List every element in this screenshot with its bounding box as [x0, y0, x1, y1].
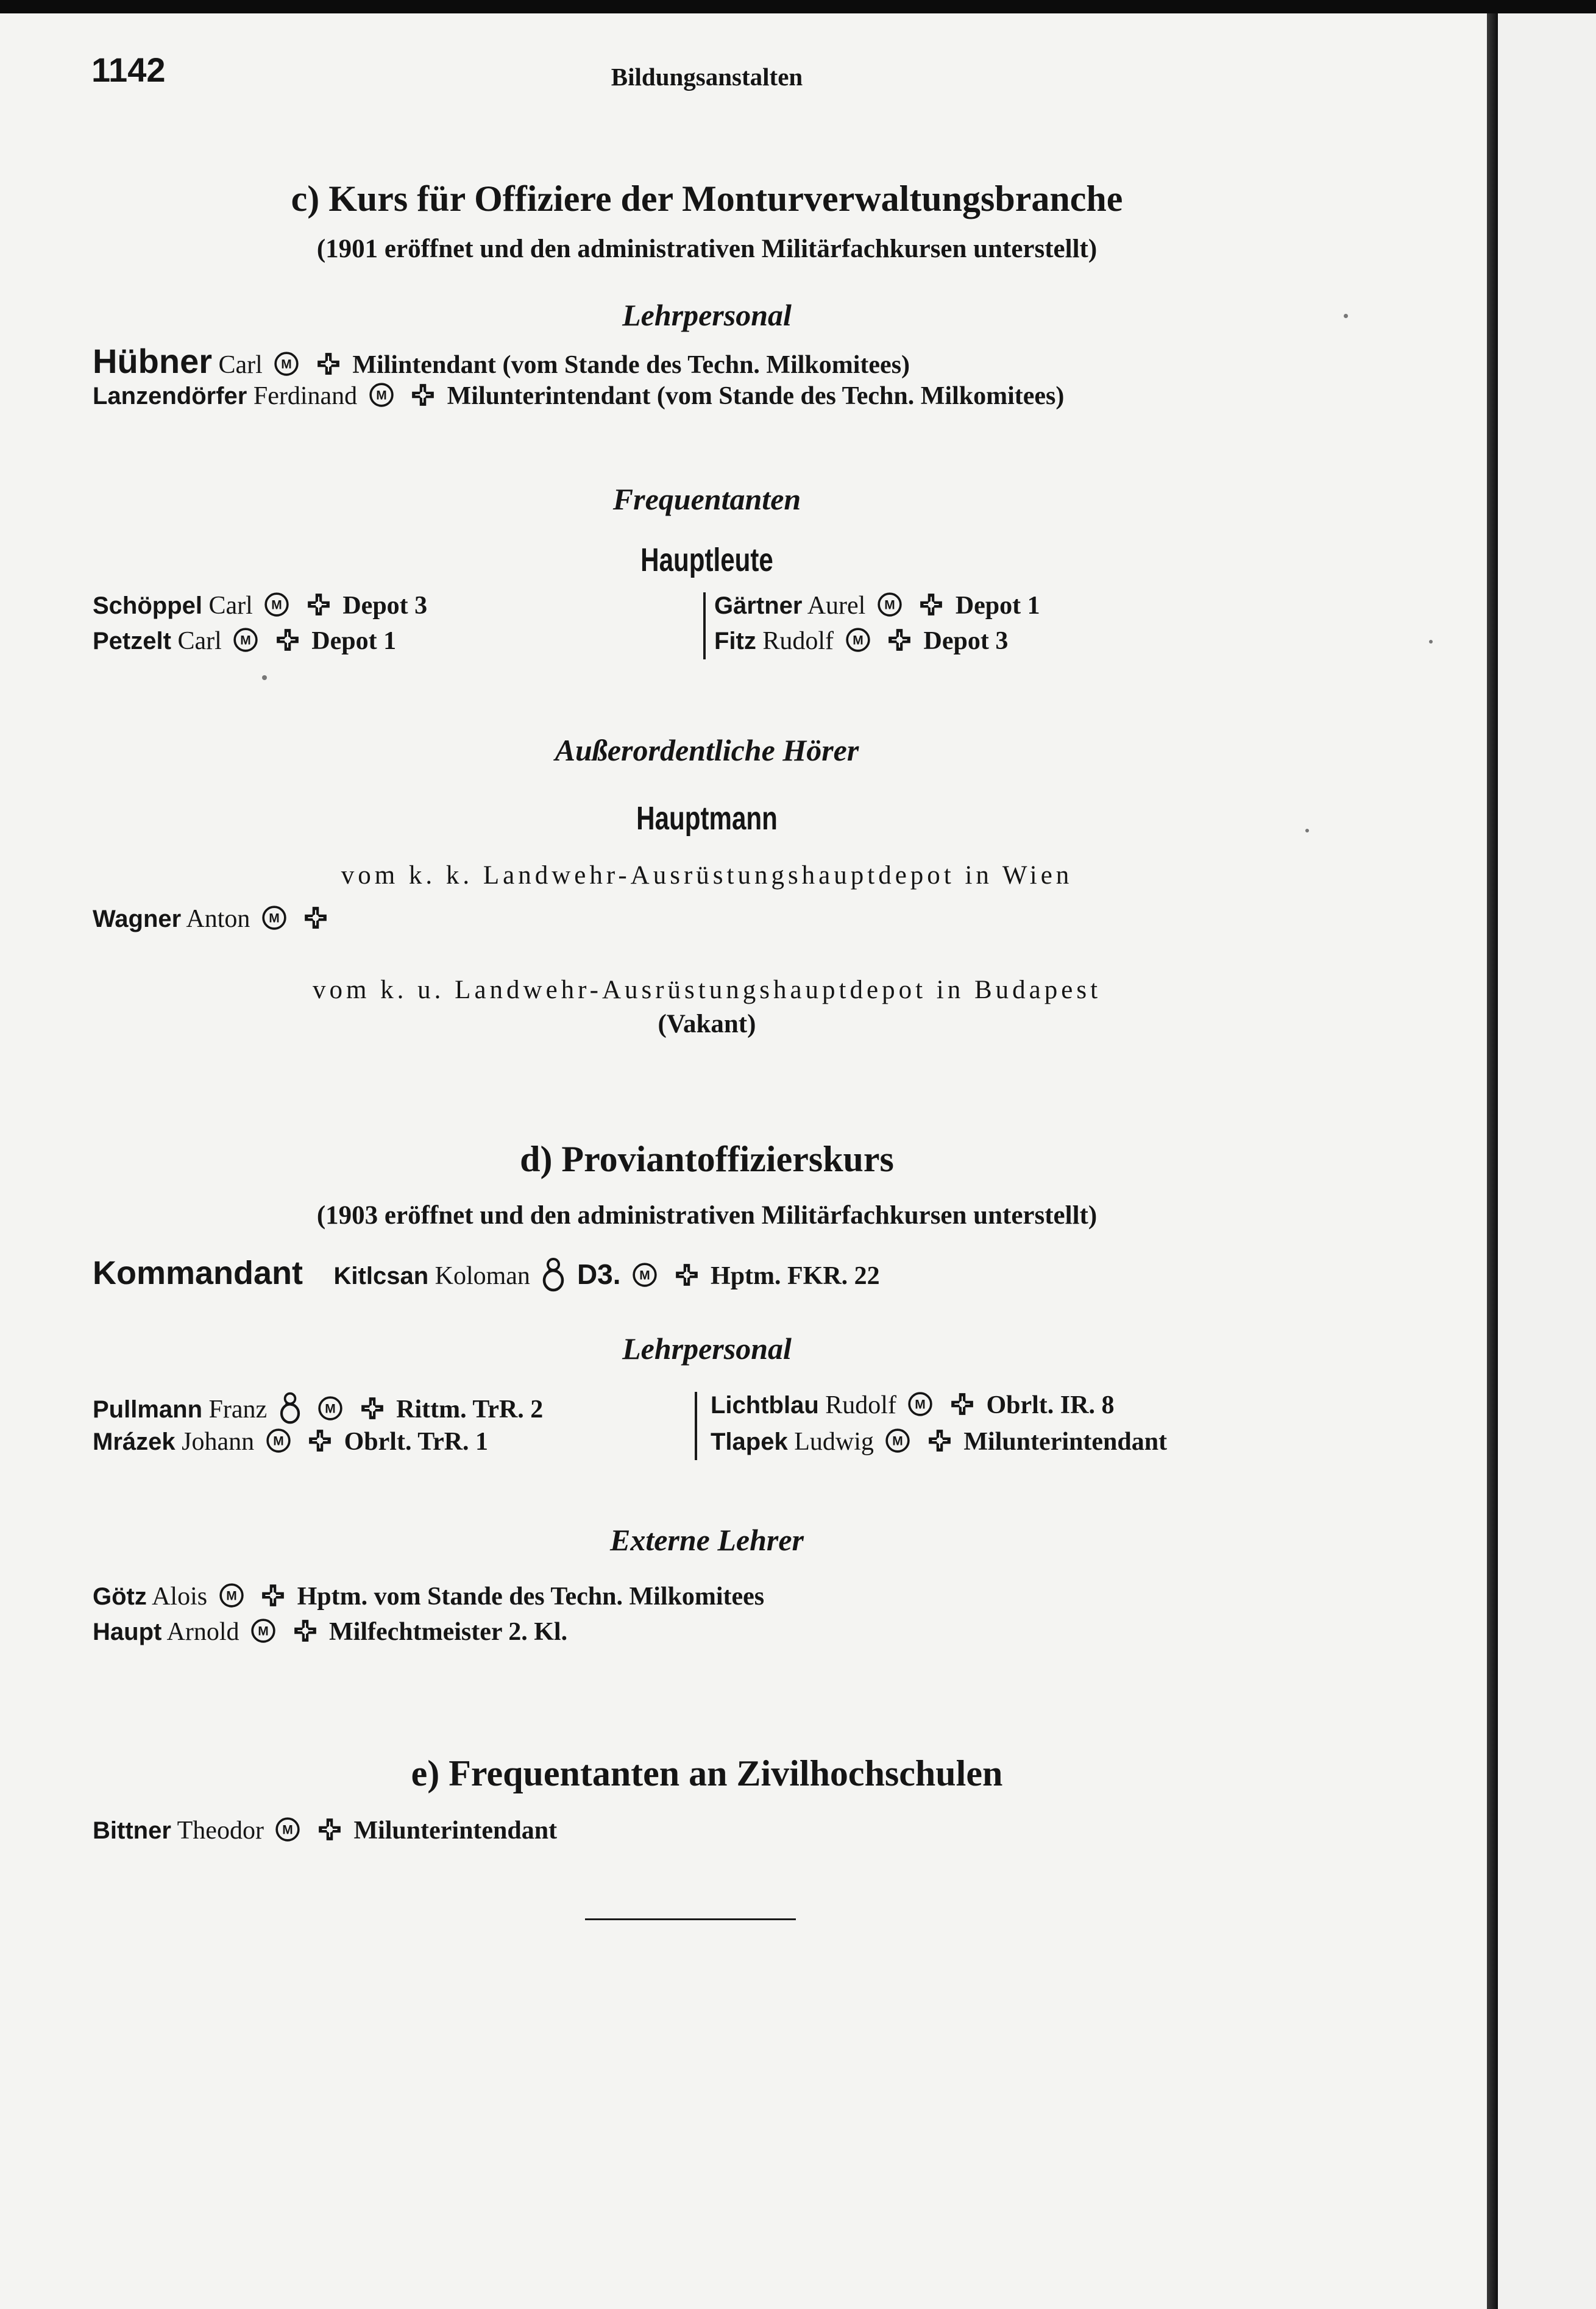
description: Obrlt. IR. 8: [986, 1391, 1115, 1419]
column-divider: [695, 1392, 697, 1460]
description: Depot 3: [342, 592, 428, 620]
medal-m-icon: [275, 1817, 300, 1842]
surname: Gärtner: [714, 592, 803, 619]
medal-m-icon: [632, 1262, 658, 1288]
cross-icon: [360, 1396, 385, 1421]
medal-m-icon: [317, 1396, 343, 1421]
surname: Schöppel: [93, 592, 203, 619]
page-gutter: [1487, 13, 1498, 2309]
medal-m-icon: [261, 905, 287, 931]
medal-m-icon: [266, 1428, 291, 1453]
description: Obrlt. TrR. 1: [344, 1428, 489, 1456]
entry-huebner: [93, 341, 910, 381]
surname: Fitz: [714, 628, 756, 654]
cross-icon: [317, 1817, 342, 1842]
entry-schoeppel: [93, 591, 427, 620]
cross-icon: [303, 905, 328, 931]
surname: Pullmann: [93, 1396, 203, 1423]
medal-m-icon: [274, 351, 299, 377]
ao-hoerer-heading: Außerordentliche Hörer: [555, 733, 859, 767]
knot-icon: [541, 1256, 566, 1293]
column-divider: [703, 592, 706, 659]
given-name: Arnold: [166, 1618, 239, 1646]
surname: Haupt: [93, 1619, 162, 1645]
entry-bittner: [93, 1816, 557, 1845]
section-e-title: e) Frequentanten an Zivilhochschulen: [411, 1753, 1003, 1793]
surname: Götz: [93, 1583, 147, 1610]
adjacent-page-edge: [1498, 13, 1596, 2309]
given-name: Aurel: [807, 592, 866, 620]
section-c-title: c) Kurs für Offiziere der Monturverwaltungsbranche: [291, 179, 1123, 219]
cross-icon: [887, 627, 912, 653]
kommandant-row: [93, 1254, 880, 1293]
entry-fitz: [714, 626, 1008, 656]
given-name: Carl: [208, 592, 253, 620]
hauptleute-heading: Hauptleute: [640, 542, 773, 578]
entry-wagner: [93, 904, 333, 934]
given-name: Anton: [186, 905, 250, 933]
medal-m-icon: [264, 592, 289, 617]
given-name: Ferdinand: [253, 382, 358, 410]
description: Milunterintendant: [963, 1428, 1168, 1456]
given-name: Johann: [182, 1428, 255, 1456]
description: Rittm. TrR. 2: [396, 1396, 544, 1424]
entry-mrazek: [93, 1427, 488, 1456]
entry-tlapek: [711, 1427, 1167, 1456]
section-d-title: d) Proviantoffizierskurs: [520, 1139, 894, 1179]
medal-m-icon: [885, 1428, 910, 1453]
surname: Lichtblau: [711, 1392, 819, 1419]
given-name: Carl: [177, 627, 222, 655]
section-c-lehrpersonal-heading: Lehrpersonal: [622, 298, 792, 332]
scan-speck: [1429, 640, 1433, 644]
description: Depot 3: [923, 627, 1009, 655]
given-name: Theodor: [177, 1817, 264, 1845]
entry-petzelt: [93, 626, 396, 656]
given-name: Rudolf: [825, 1391, 896, 1419]
entry-lichtblau: [711, 1391, 1114, 1420]
cross-icon: [307, 1428, 333, 1453]
medal-m-icon: [219, 1583, 244, 1608]
given-name: Rudolf: [762, 627, 834, 655]
surname: Hübner: [93, 342, 212, 380]
description: Milfechtmeister 2. Kl.: [329, 1618, 568, 1646]
surname: Tlapek: [711, 1428, 788, 1455]
knot-icon: [278, 1391, 302, 1425]
medal-m-icon: [250, 1618, 276, 1644]
vakant-label: (Vakant): [658, 1010, 756, 1038]
budapest-depot-line: vom k. u. Landwehr-Ausrüstungshauptdepot in Budapest: [312, 976, 1102, 1004]
surname: Lanzendörfer: [93, 383, 247, 410]
given-name: Ludwig: [794, 1428, 874, 1456]
cross-icon: [316, 351, 341, 377]
surname: Petzelt: [93, 628, 171, 654]
surname: Wagner: [93, 906, 182, 932]
description: Depot 1: [955, 592, 1040, 620]
section-c-frequentanten-heading: Frequentanten: [612, 482, 801, 516]
description: Milintendant (vom Stande des Techn. Milkomitees): [352, 351, 910, 379]
page-number: 1142: [91, 51, 166, 89]
given-name: Carl: [218, 351, 263, 379]
cross-icon: [260, 1583, 286, 1608]
surname: Mrázek: [93, 1428, 176, 1455]
medal-m-icon: [369, 382, 394, 408]
section-c-note: (1901 eröffnet und den administrativen Militärfachkursen unterstellt): [316, 235, 1098, 263]
medal-m-icon: [907, 1391, 933, 1417]
section-d-note: (1903 eröffnet und den administrativen Militärfachkursen unterstellt): [316, 1201, 1098, 1230]
description: Milunterintendant (vom Stande des Techn. Milkomitees): [447, 382, 1065, 410]
medal-m-icon: [877, 592, 903, 617]
section-d-lehrpersonal-heading: Lehrpersonal: [622, 1332, 792, 1366]
description: Milunterintendant: [353, 1817, 558, 1845]
kommandant-label: Kommandant: [93, 1255, 303, 1291]
entry-gaertner: [714, 591, 1040, 620]
medal-m-icon: [845, 627, 871, 653]
cross-icon: [949, 1391, 975, 1417]
entry-lanzendoerfer: [93, 381, 1064, 411]
cross-icon: [674, 1262, 700, 1288]
cross-icon: [275, 627, 300, 653]
hauptmann-heading: Hauptmann: [636, 800, 778, 837]
externe-lehrer-heading: Externe Lehrer: [609, 1523, 804, 1557]
cross-icon: [927, 1428, 952, 1453]
medal-m-icon: [233, 627, 258, 653]
entry-goetz: [93, 1582, 764, 1611]
given-name: Alois: [152, 1583, 208, 1611]
d3-label: D3.: [576, 1258, 621, 1290]
wien-depot-line: vom k. k. Landwehr-Ausrüstungshauptdepot in Wien: [341, 861, 1073, 890]
scan-speck: [1305, 829, 1309, 832]
cross-icon: [918, 592, 944, 617]
scan-speck: [262, 675, 267, 680]
end-rule: [585, 1918, 796, 1920]
description: Hptm. vom Stande des Techn. Milkomitees: [297, 1583, 765, 1611]
description: Depot 1: [311, 627, 397, 655]
entry-pullmann: [93, 1391, 543, 1425]
scan-speck: [1344, 314, 1348, 318]
cross-icon: [306, 592, 332, 617]
entry-haupt: [93, 1617, 567, 1647]
surname: Kitlcsan: [333, 1263, 429, 1289]
given-name: Koloman: [434, 1262, 530, 1290]
surname: Bittner: [93, 1817, 171, 1844]
cross-icon: [293, 1618, 318, 1644]
cross-icon: [410, 382, 436, 408]
description: Hptm. FKR. 22: [711, 1262, 880, 1290]
given-name: Franz: [208, 1396, 268, 1424]
running-title: Bildungsanstalten: [611, 63, 803, 91]
